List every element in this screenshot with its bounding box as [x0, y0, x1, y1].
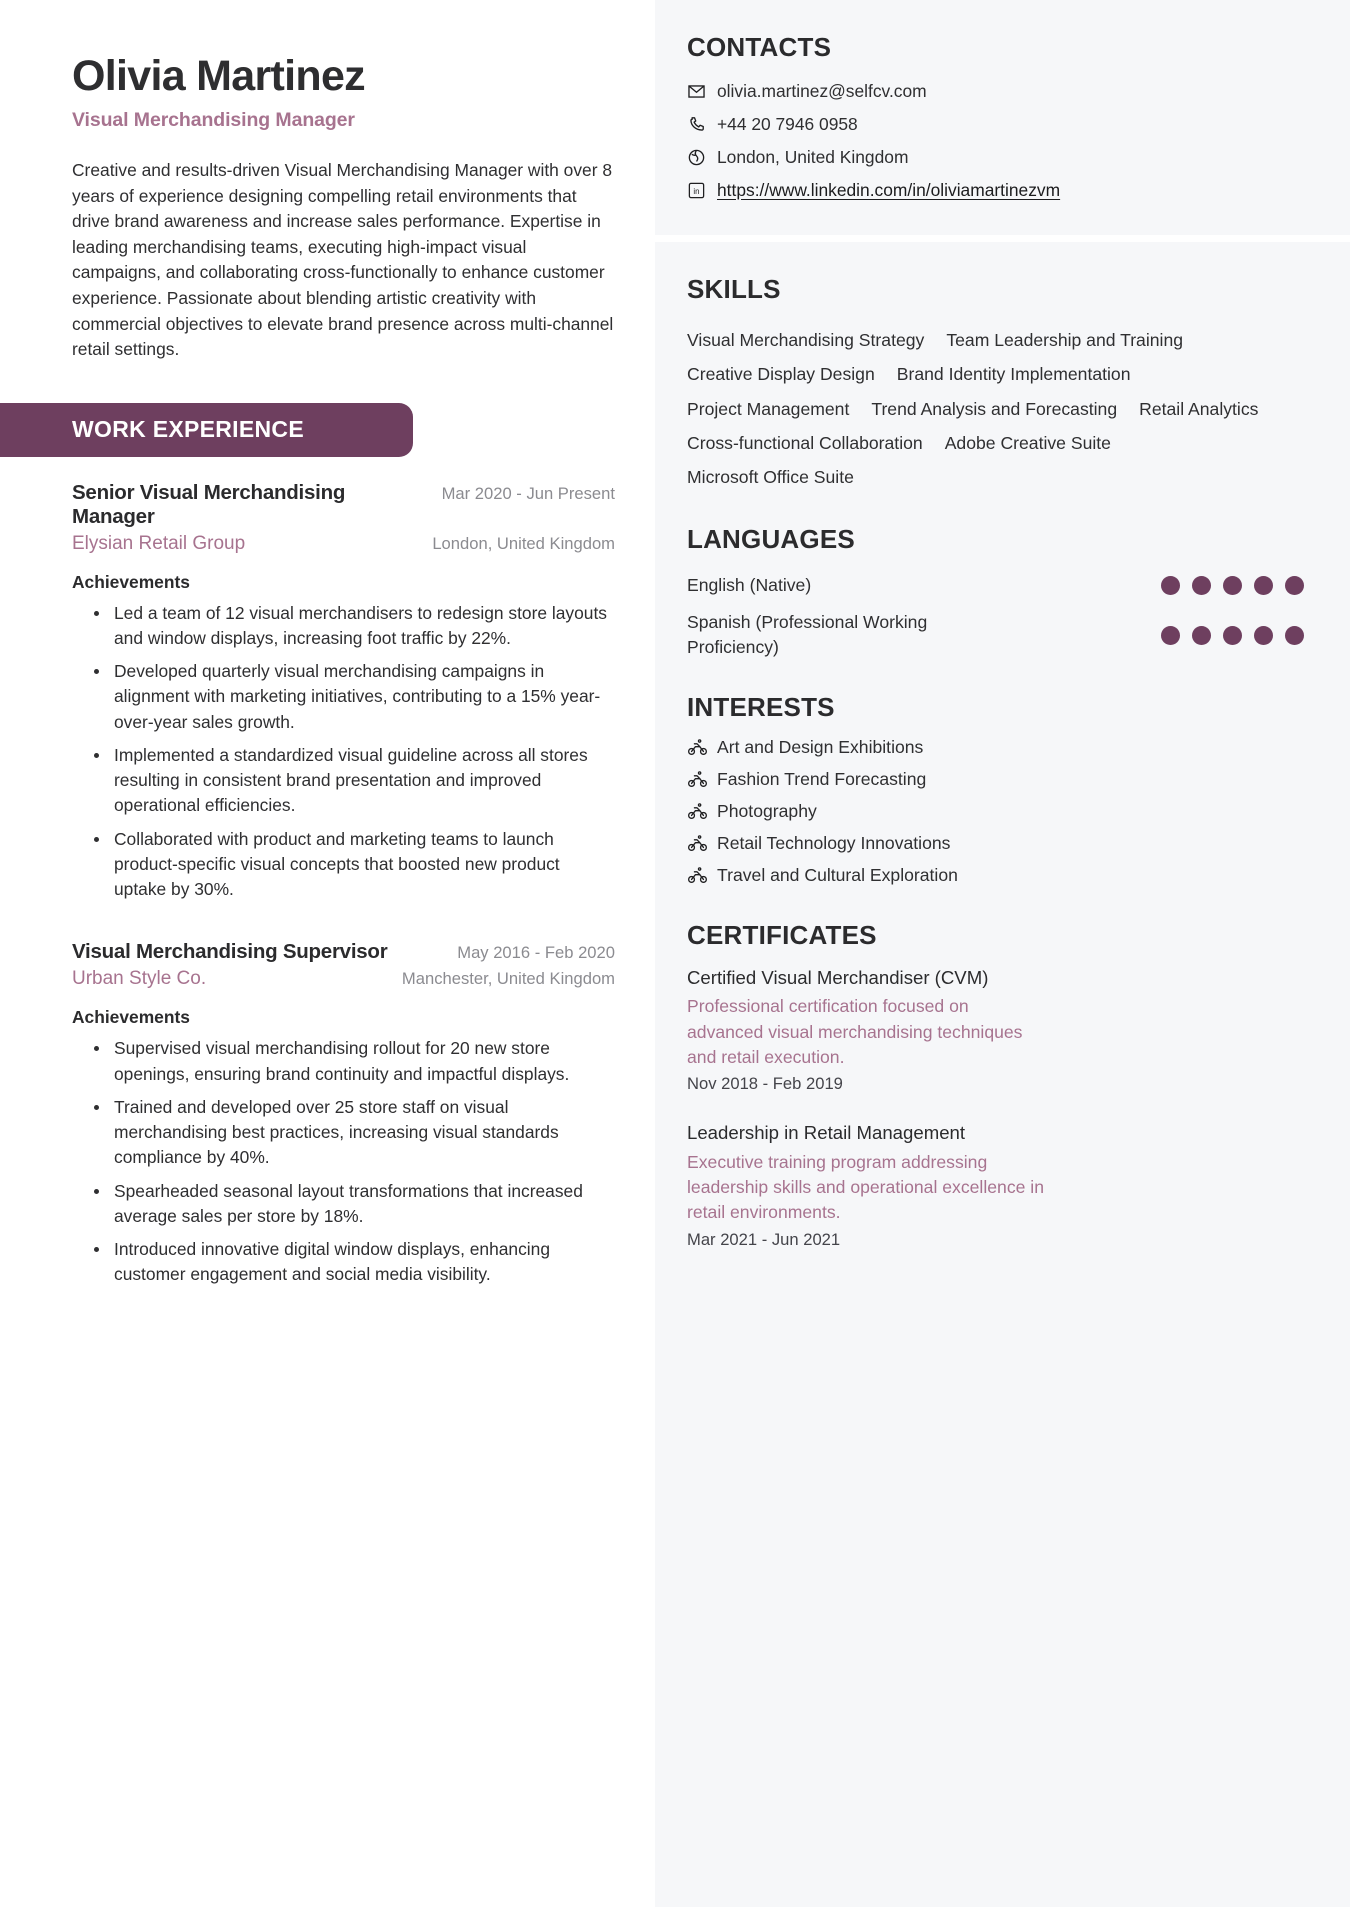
- language-level-dot: [1285, 626, 1304, 645]
- language-name: Spanish (Professional Working Proficiency): [687, 612, 928, 658]
- bicycle-icon: [687, 737, 708, 758]
- job-subheader-row: [72, 533, 615, 555]
- right-sidebar: [655, 0, 1350, 1907]
- bicycle-icon: [687, 833, 708, 854]
- language-level-dot: [1161, 626, 1180, 645]
- contact-value[interactable]: https://www.linkedin.com/in/oliviamartinezvm: [717, 180, 1061, 200]
- job-location: London, United Kingdom: [432, 533, 615, 553]
- interest-label: Retail Technology Innovations: [717, 833, 951, 854]
- certificate-item: [687, 965, 1310, 1094]
- job-dates: May 2016 - Feb 2020: [457, 943, 615, 963]
- skill-item: Creative Display Design: [687, 364, 875, 385]
- language-level-dot: [1161, 576, 1180, 595]
- work-experience-section-title: WORK EXPERIENCE: [0, 403, 413, 457]
- phone-icon: [687, 115, 706, 134]
- language-level-dot: [1192, 576, 1211, 595]
- skill-item: Adobe Creative Suite: [944, 432, 1111, 453]
- interest-item: [687, 737, 1310, 758]
- certificate-description: Executive training program addressing leadership skills and operational excellence in retail environments.: [687, 1151, 1044, 1223]
- contact-item: [687, 114, 1310, 135]
- certificate-name: Leadership in Retail Management: [687, 1122, 966, 1144]
- linkedin-icon: [687, 181, 706, 200]
- languages-title: LANGUAGES: [687, 524, 855, 555]
- contact-item: [687, 147, 1310, 168]
- language-level-dot: [1223, 626, 1242, 645]
- skill-item: Microsoft Office Suite: [687, 467, 854, 488]
- interest-item: [687, 801, 1310, 822]
- job-header-row: [72, 481, 615, 529]
- sidebar-main-card: [655, 242, 1350, 1907]
- skill-item: Trend Analysis and Forecasting: [871, 398, 1118, 419]
- job-role: Senior Visual Merchandising Manager: [72, 480, 346, 528]
- skill-item: Brand Identity Implementation: [896, 364, 1131, 385]
- interest-label: Fashion Trend Forecasting: [717, 769, 927, 790]
- job-location: Manchester, United Kingdom: [401, 969, 615, 989]
- interest-label: Art and Design Exhibitions: [717, 737, 924, 758]
- interest-item: [687, 769, 1310, 790]
- page-title: Olivia Martinez: [72, 52, 365, 100]
- job-company: Urban Style Co.: [72, 968, 207, 990]
- contacts-title: CONTACTS: [687, 32, 832, 62]
- contacts-card: [655, 0, 1350, 235]
- headline-job-title: Visual Merchandising Manager: [72, 109, 355, 132]
- language-level-dot: [1254, 576, 1273, 595]
- certificate-dates: Mar 2021 - Jun 2021: [687, 1229, 841, 1249]
- achievement-bullet: Developed quarterly visual merchandising campaigns in alignment with marketing initiatives, contributing to a 15% year-over-year sales growth.: [114, 659, 615, 735]
- certificate-name: Certified Visual Merchandiser (CVM): [687, 967, 989, 989]
- certificates-list: [687, 965, 1310, 1249]
- skills-title: SKILLS: [687, 274, 781, 304]
- skill-item: Project Management: [687, 398, 850, 419]
- work-experience-list: [72, 481, 615, 1288]
- language-level-dot: [1254, 626, 1273, 645]
- bicycle-icon: [687, 801, 708, 822]
- contact-value: London, United Kingdom: [717, 147, 909, 167]
- job-header-row: [72, 940, 615, 964]
- bicycle-icon: [687, 865, 708, 886]
- bicycle-icon: [687, 769, 708, 790]
- certificates-title: CERTIFICATES: [687, 920, 877, 951]
- left-column: [0, 0, 655, 1335]
- skill-item: Cross-functional Collaboration: [687, 432, 923, 453]
- language-item: [687, 573, 1310, 598]
- job-dates: Mar 2020 - Jun Present: [441, 483, 615, 503]
- language-level-dot: [1285, 576, 1304, 595]
- achievement-bullet: Implemented a standardized visual guideline across all stores resulting in consistent brand presentation and improved operational efficiencies.: [114, 743, 615, 819]
- skill-item: Retail Analytics: [1139, 398, 1259, 419]
- job-company: Elysian Retail Group: [72, 532, 246, 554]
- interests-list: [687, 737, 1310, 886]
- interests-title: INTERESTS: [687, 692, 835, 723]
- achievement-bullet: Led a team of 12 visual merchandisers to redesign store layouts and window displays, increasing foot traffic by 22%.: [114, 601, 615, 651]
- work-experience-banner-wrap: [0, 403, 413, 457]
- achievement-bullet: Collaborated with product and marketing teams to launch product-specific visual concepts that boosted new product uptake by 30%.: [114, 827, 615, 903]
- language-name: English (Native): [687, 575, 812, 596]
- language-level-dots: [1161, 576, 1310, 595]
- certificate-dates: Nov 2018 - Feb 2019: [687, 1074, 843, 1094]
- work-experience-item: [72, 481, 615, 903]
- envelope-icon: [687, 82, 706, 101]
- skills-list: [687, 323, 1287, 494]
- job-subheader-row: [72, 968, 615, 990]
- svg-text:in: in: [693, 187, 700, 197]
- contact-item: [687, 81, 1310, 102]
- language-item: [687, 610, 1310, 660]
- achievement-bullet: Spearheaded seasonal layout transformations that increased average sales per store by 18%.: [114, 1179, 615, 1229]
- languages-list: [687, 573, 1310, 660]
- language-level-dots: [1161, 626, 1310, 645]
- achievement-bullet: Introduced innovative digital window displays, enhancing customer engagement and social media visibility.: [114, 1237, 615, 1287]
- professional-summary: Creative and results-driven Visual Merchandising Manager with over 8 years of experience designing compelling retail environments that drive brand awareness and increase sales performance. Expertise in leading merchandising teams, executing high-impact visual campaigns, and collaborating cross-functionally to enhance customer experience. Passionate about blending artistic creativity with commercial objectives to elevate brand presence across multi-channel retail settings.: [72, 160, 614, 360]
- interest-item: [687, 865, 1310, 886]
- achievement-bullet: Supervised visual merchandising rollout for 20 new store openings, ensuring brand continuity and impactful displays.: [114, 1036, 615, 1086]
- interest-item: [687, 833, 1310, 854]
- work-experience-item: [72, 940, 615, 1287]
- achievements-list: [72, 601, 615, 903]
- achievement-bullet: Trained and developed over 25 store staff on visual merchandising best practices, increasing visual standards compliance by 40%.: [114, 1095, 615, 1171]
- language-level-dot: [1192, 626, 1211, 645]
- contact-value: olivia.martinez@selfcv.com: [717, 81, 927, 101]
- skill-item: Visual Merchandising Strategy: [687, 330, 925, 350]
- skill-item: Team Leadership and Training: [946, 330, 1184, 350]
- achievements-label: Achievements: [72, 571, 190, 592]
- contact-item[interactable]: [687, 180, 1310, 201]
- achievements-label: Achievements: [72, 1007, 190, 1028]
- certificate-description: Professional certification focused on advanced visual merchandising techniques and retail execution.: [687, 996, 1023, 1068]
- interest-label: Travel and Cultural Exploration: [717, 865, 958, 886]
- certificate-item: [687, 1120, 1310, 1249]
- contact-value: +44 20 7946 0958: [717, 114, 858, 134]
- interest-label: Photography: [717, 801, 817, 822]
- contacts-list: [687, 81, 1310, 201]
- achievements-list: [72, 1036, 615, 1287]
- job-role: Visual Merchandising Supervisor: [72, 940, 388, 964]
- globe-icon: [687, 148, 706, 167]
- language-level-dot: [1223, 576, 1242, 595]
